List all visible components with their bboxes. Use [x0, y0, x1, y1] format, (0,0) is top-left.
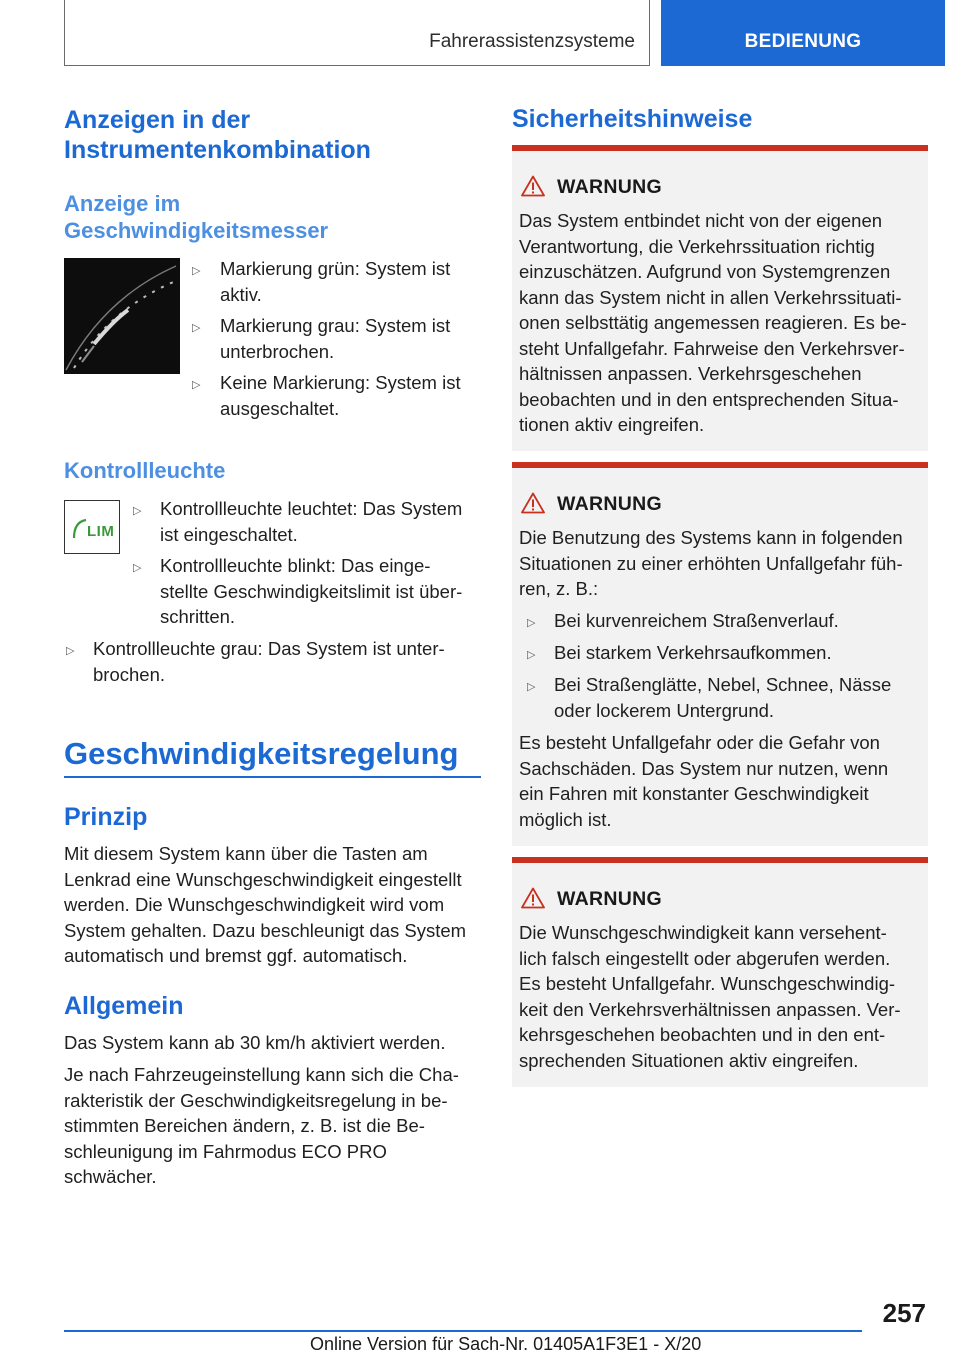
paragraph-line: Je nach Fahrzeugeinstellung kann sich die Cha-	[64, 1064, 459, 1085]
heading-line: Instrumentenkombination	[64, 136, 371, 164]
triangle-bullet-icon: ▷	[66, 645, 75, 657]
warning-triangle-icon	[521, 175, 545, 197]
paragraph-line: Mit diesem System kann über die Tasten am	[64, 843, 428, 864]
list-item-line: Keine Markierung: System ist	[220, 372, 461, 393]
list-item-line: aktiv.	[220, 283, 262, 305]
paragraph-line: keit den Verkehrsverhältnissen anpassen. Ver-	[519, 998, 901, 1020]
list-item-line: ist eingeschaltet.	[160, 523, 298, 545]
paragraph-line: hältnissen anpassen. Verkehrsgeschehen	[519, 363, 862, 384]
paragraph-line: ren, z. B.:	[519, 578, 599, 599]
triangle-bullet-icon: ▷	[527, 617, 536, 629]
list-item: Bei starkem Verkehrsaufkommen.	[554, 642, 832, 663]
header-section-title: Fahrerassistenzsysteme	[429, 31, 635, 52]
triangle-bullet-icon: ▷	[527, 681, 536, 693]
paragraph-line: lich falsch eingestellt oder abgerufen werden.	[519, 947, 891, 969]
paragraph-line: schwächer.	[64, 1166, 157, 1187]
paragraph-line: Die Wunschgeschwindigkeit kann versehent-	[519, 922, 887, 943]
warning-intro	[519, 525, 903, 602]
triangle-bullet-icon: ▷	[192, 379, 201, 391]
paragraph-line: onen selbsttätig angemessen reagieren. Es be-	[519, 312, 907, 333]
warning-text	[519, 920, 901, 1073]
heading-underline	[64, 776, 481, 778]
warning-box-3	[512, 857, 928, 1087]
paragraph-line: rakteristik der Geschwindigkeitsregelung in be-	[64, 1089, 448, 1111]
paragraph-line: sprechenden Situationen aktiv eingreifen.	[519, 1049, 859, 1071]
heading-instrument-display	[64, 105, 371, 165]
online-version-note: Online Version für Sach-Nr. 01405A1F3E1 - X/20	[310, 1334, 702, 1354]
paragraph-line: schleunigung im Fahrmodus ECO PRO	[64, 1140, 387, 1162]
paragraph-line: tionen aktiv eingreifen.	[519, 414, 705, 435]
heading-line: Anzeige im	[64, 191, 181, 216]
heading-safety-notes: Sicherheitshinweise	[512, 105, 753, 133]
paragraph-line: beobachten und in den entsprechenden Situa-	[519, 388, 899, 410]
list-item-line: unterbrochen.	[220, 340, 335, 362]
paragraph-line: System gehalten. Dazu beschleunigt das System	[64, 919, 467, 941]
list-item	[93, 636, 445, 687]
list-item	[220, 256, 450, 307]
paragraph-line: einzuschätzen. Aufgrund von Systemgrenzen	[519, 261, 891, 282]
warning-box-2	[512, 462, 928, 846]
warning-outro	[519, 730, 888, 832]
general-paragraph-1: Das System kann ab 30 km/h aktiviert werden.	[64, 1032, 446, 1053]
warning-text	[519, 208, 907, 438]
list-item-line: Kontrollleuchte leuchtet: Das System	[160, 498, 463, 519]
lim-label: LIM	[87, 523, 115, 540]
list-item-line: schritten.	[160, 606, 236, 627]
paragraph-line: steht Unfallgefahr. Fahrweise den Verkehrsver-	[519, 337, 905, 359]
warning-triangle-icon	[521, 887, 545, 909]
list-item	[160, 496, 462, 547]
paragraph-line: Sachschäden. Das System nur nutzen, wenn	[519, 757, 889, 779]
header-chapter-tab	[661, 0, 945, 66]
paragraph-line: ein Fahren mit konstanter Geschwindigkeit	[519, 783, 869, 804]
heading-indicator-light: Kontrollleuchte	[64, 458, 226, 483]
paragraph-line: Es besteht Unfallgefahr. Wunschgeschwindig-	[519, 973, 896, 994]
header-section-tab	[64, 0, 650, 66]
heading-line: Geschwindigkeitsmesser	[64, 218, 329, 243]
triangle-bullet-icon: ▷	[133, 562, 142, 574]
heading-speedometer-display	[64, 190, 328, 244]
warning-title: WARNUNG	[557, 176, 663, 198]
principle-paragraph	[64, 841, 466, 969]
list-item-line: Kontrollleuchte blinkt: Das einge-	[160, 555, 431, 576]
paragraph-line: möglich ist.	[519, 808, 612, 830]
list-item-line: oder lockerem Untergrund.	[554, 699, 775, 721]
triangle-bullet-icon: ▷	[527, 649, 536, 661]
header-chapter-title: BEDIENUNG	[744, 31, 862, 52]
warning-triangle-icon	[521, 492, 545, 514]
warning-box-1	[512, 145, 928, 451]
list-item: Bei kurvenreichem Straßenverlauf.	[554, 610, 839, 631]
heading-general: Allgemein	[64, 992, 184, 1020]
speedometer-dial-graphic	[64, 258, 180, 374]
paragraph-line: automatisch und bremst ggf. automatisch.	[64, 945, 408, 966]
list-item-line: Kontrollleuchte grau: Das System ist unter-	[93, 638, 445, 659]
warning-title: WARNUNG	[557, 888, 663, 910]
paragraph-line: Lenkrad eine Wunschgeschwindigkeit eingestellt	[64, 868, 462, 890]
heading-principle: Prinzip	[64, 803, 148, 831]
heading-line: Anzeigen in der	[64, 106, 251, 134]
list-item	[220, 313, 450, 364]
paragraph-line: werden. Die Wunschgeschwindigkeit wird vom	[64, 894, 445, 915]
footer-rule	[64, 1330, 862, 1332]
page-number: 257	[882, 1298, 926, 1328]
paragraph-line: stimmten Bereichen ändern, z. B. ist die Be-	[64, 1115, 425, 1136]
warning-title: WARNUNG	[557, 493, 663, 515]
paragraph-line: kehrsgeschehen beobachten und in den ent-	[519, 1024, 886, 1045]
list-item	[160, 553, 462, 630]
list-item-line: stellte Geschwindigkeitslimit ist über-	[160, 580, 463, 602]
speedometer-marking-image	[64, 258, 180, 374]
paragraph-line: Verantwortung, die Verkehrssituation richtig	[519, 235, 875, 257]
list-item-line: Bei Straßenglätte, Nebel, Schnee, Nässe	[554, 674, 892, 695]
list-item-line: Markierung grau: System ist	[220, 315, 451, 336]
paragraph-line: kann das System nicht in allen Verkehrssituati-	[519, 286, 902, 308]
paragraph-line: Es besteht Unfallgefahr oder die Gefahr von	[519, 732, 880, 753]
triangle-bullet-icon: ▷	[192, 322, 201, 334]
list-item-line: Markierung grün: System ist	[220, 258, 451, 279]
lim-indicator-icon	[64, 500, 120, 554]
paragraph-line: Die Benutzung des Systems kann in folgenden	[519, 527, 903, 548]
paragraph-line: Situationen zu einer erhöhten Unfallgefahr füh-	[519, 552, 903, 574]
paragraph-line: Das System entbindet nicht von der eigenen	[519, 210, 883, 231]
list-item-line: ausgeschaltet.	[220, 397, 340, 419]
list-item	[554, 672, 891, 723]
triangle-bullet-icon: ▷	[192, 265, 201, 277]
triangle-bullet-icon: ▷	[133, 505, 142, 517]
list-item-line: brochen.	[93, 663, 165, 685]
general-paragraph-2	[64, 1062, 459, 1190]
list-item	[220, 370, 461, 421]
heading-cruise-control: Geschwindigkeitsregelung	[64, 736, 459, 771]
